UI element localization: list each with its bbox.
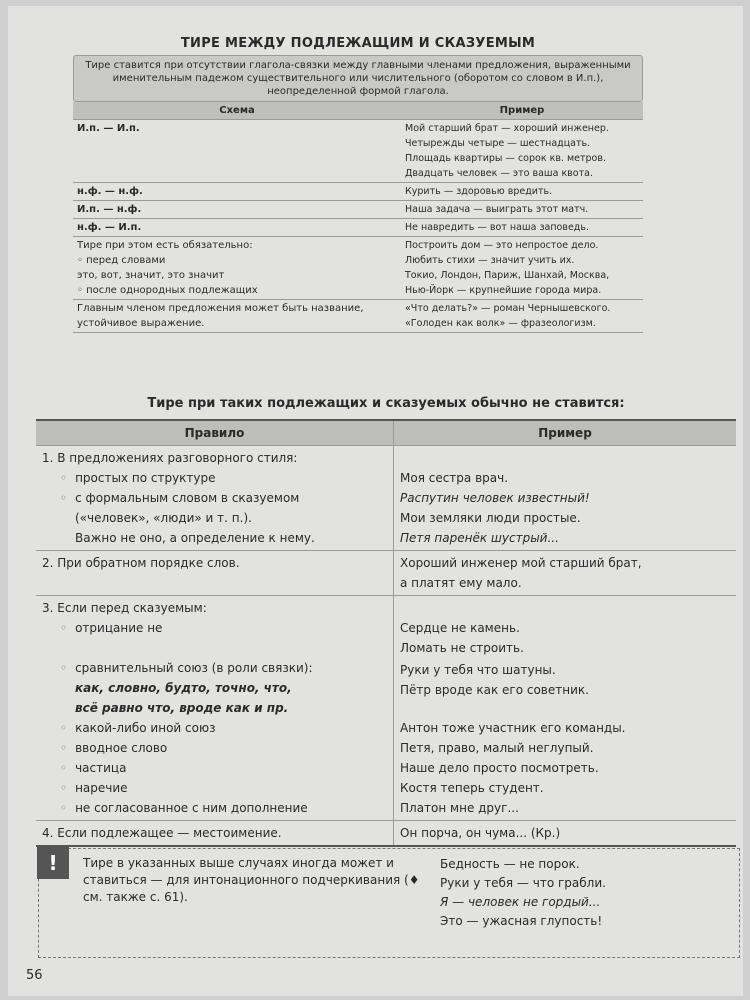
scheme-cell: Главным членом предложения может быть название, устойчивое выражение. bbox=[77, 303, 364, 329]
example-cell bbox=[393, 446, 736, 550]
example-line: Бедность — не порок. bbox=[440, 857, 580, 871]
header-scheme: Схема bbox=[73, 102, 401, 119]
example-line: Платон мне друг... bbox=[400, 801, 519, 815]
example-line: Наше дело просто посмотреть. bbox=[400, 761, 599, 775]
header-rule: Правило bbox=[36, 421, 393, 445]
example-cell bbox=[401, 120, 643, 182]
rule-heading: 1. В предложениях разговорного стиля: bbox=[42, 451, 298, 465]
example-cell bbox=[393, 596, 736, 820]
example-line: Хороший инженер мой старший брат, bbox=[400, 556, 642, 570]
example-line: Моя сестра врач. bbox=[400, 471, 509, 485]
example-line: Любить стихи — значит учить их. bbox=[405, 255, 575, 266]
rule-row-1 bbox=[36, 446, 736, 551]
scheme-cell: н.ф. — И.п. bbox=[77, 222, 142, 233]
table1-row bbox=[73, 219, 643, 237]
note-examples bbox=[434, 849, 739, 957]
section-title: ТИРЕ МЕЖДУ ПОДЛЕЖАЩИМ И СКАЗУЕМЫМ bbox=[180, 36, 536, 51]
table2 bbox=[36, 419, 736, 847]
example-line: Руки у тебя — что грабли. bbox=[440, 876, 606, 890]
example-cell: Наша задача — выиграть этот матч. bbox=[405, 204, 589, 215]
rule-item: ◦ наречие bbox=[42, 778, 387, 798]
example-cell bbox=[401, 300, 643, 332]
example-cell: Он порча, он чума... (Кр.) bbox=[393, 821, 736, 845]
header-example: Пример bbox=[393, 421, 736, 445]
intro-box: Тире ставится при отсутствии глагола-связки между главными членами предложения, выраженными именительным падежом существительного или числительного (оборотом со словом в И.п.), неопределенной формой глагола. bbox=[73, 55, 643, 102]
warning-icon: ! bbox=[37, 847, 69, 879]
header-example: Пример bbox=[401, 102, 643, 119]
rule-item: ◦ вводное слово bbox=[42, 738, 387, 758]
example-line: «Что делать?» — роман Чернышевского. bbox=[405, 303, 611, 314]
example-line: Распутин человек известный! bbox=[400, 491, 590, 505]
example-line: Я — человек не гордый... bbox=[440, 895, 601, 909]
page-number: 56 bbox=[26, 968, 43, 983]
table1-header bbox=[73, 102, 643, 120]
rule-cell bbox=[36, 446, 393, 550]
example-line: Пётр вроде как его советник. bbox=[400, 683, 589, 697]
table1-row bbox=[73, 300, 643, 333]
example-line: Мои земляки люди простые. bbox=[400, 511, 581, 525]
example-line: а платят ему мало. bbox=[400, 576, 522, 590]
rule-item: ◦ какой-либо иной союз bbox=[42, 718, 387, 738]
example-line: Площадь квартиры — сорок кв. метров. bbox=[405, 153, 606, 164]
rule-item: ◦ сравнительный союз (в роли связки): bbox=[42, 658, 387, 678]
rule-cell bbox=[36, 596, 393, 820]
example-line: Антон тоже участник его команды. bbox=[400, 721, 626, 735]
table1-row bbox=[73, 237, 643, 300]
example-line: «Голоден как волк» — фразеологизм. bbox=[405, 318, 596, 329]
section-dash-rules bbox=[73, 36, 643, 333]
note-text: Тире в указанных выше случаях иногда может и ставиться — для интонационного подчеркивания (♦ см. также с. 61). bbox=[83, 856, 420, 904]
example-line: Четырежды четыре — шестнадцать. bbox=[405, 138, 591, 149]
example-line: Костя теперь студент. bbox=[400, 781, 544, 795]
example-line: Это — ужасная глупость! bbox=[440, 914, 603, 928]
table1-row bbox=[73, 120, 643, 183]
rule-item-cont: Важно не оно, а определение к нему. bbox=[75, 531, 315, 545]
example-cell bbox=[401, 237, 643, 299]
rule-row-4 bbox=[36, 821, 736, 847]
rule-item: ◦ простых по структуре bbox=[42, 468, 387, 488]
example-line: Петя, право, малый неглупый. bbox=[400, 741, 594, 755]
rule-item-cont: («человек», «люди» и т. п.). bbox=[75, 511, 252, 525]
rule-cell: 4. Если подлежащее — местоимение. bbox=[42, 826, 282, 840]
example-line: Нью-Йорк — крупнейшие города мира. bbox=[405, 285, 602, 296]
scheme-cell: н.ф. — н.ф. bbox=[77, 186, 143, 197]
rule-item: ◦ с формальным словом в сказуемом bbox=[42, 488, 387, 508]
example-cell: Курить — здоровью вредить. bbox=[405, 186, 553, 197]
example-line: Мой старший брат — хороший инженер. bbox=[405, 123, 609, 134]
table1-row bbox=[73, 183, 643, 201]
scheme-cell: Тире при этом есть обязательно: ◦ перед словами это, вот, значит, это значит ◦ после однородных подлежащих bbox=[77, 240, 258, 296]
rule-cell: 2. При обратном порядке слов. bbox=[42, 556, 240, 570]
rule-item: ◦ отрицание не bbox=[42, 618, 387, 638]
table1-row bbox=[73, 201, 643, 219]
example-line: Сердце не камень. bbox=[400, 621, 520, 635]
section-title-2: Тире при таких подлежащих и сказуемых обычно не ставится: bbox=[147, 396, 625, 411]
scheme-cell: И.п. — И.п. bbox=[77, 123, 140, 134]
example-cell bbox=[393, 551, 736, 595]
example-line: Построить дом — это непростое дело. bbox=[405, 240, 599, 251]
rule-row-3 bbox=[36, 596, 736, 821]
rule-row-2 bbox=[36, 551, 736, 596]
textbook-page bbox=[8, 6, 743, 996]
rule-heading: 3. Если перед сказуемым: bbox=[42, 601, 207, 615]
section-no-dash bbox=[36, 396, 736, 847]
rule-item: ◦ частица bbox=[42, 758, 387, 778]
example-cell: Не навредить — вот наша заповедь. bbox=[405, 222, 589, 233]
example-line: Двадцать человек — это ваша квота. bbox=[405, 168, 593, 179]
rule-item: ◦ не согласованное с ним дополнение bbox=[42, 798, 387, 818]
example-line: Ломать не строить. bbox=[400, 641, 524, 655]
example-line: Руки у тебя что шатуны. bbox=[400, 663, 556, 677]
table2-header bbox=[36, 421, 736, 446]
rule-item-cont: всё равно что, вроде как и пр. bbox=[75, 701, 289, 715]
note-box bbox=[38, 848, 740, 958]
rule-item-cont: как, словно, будто, точно, что, bbox=[75, 681, 292, 695]
scheme-cell: И.п. — н.ф. bbox=[77, 204, 142, 215]
example-line: Петя паренёк шустрый... bbox=[400, 531, 559, 545]
example-line: Токио, Лондон, Париж, Шанхай, Москва, bbox=[405, 270, 610, 281]
